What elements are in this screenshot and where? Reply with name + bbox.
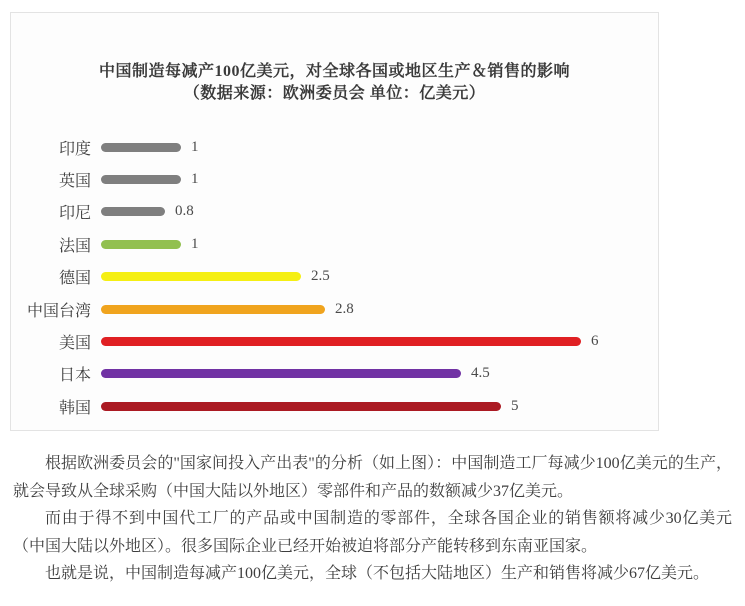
bar — [101, 175, 181, 184]
category-label: 德国 — [58, 270, 91, 288]
bar — [101, 240, 181, 249]
bar — [101, 143, 181, 152]
chart-row — [11, 228, 658, 260]
chart-row — [11, 358, 658, 390]
value-label: 1 — [191, 171, 199, 188]
paragraph-1: 根据欧洲委员会的"国家间投入产出表"的分析（如上图）：中国制造工厂每减少100亿美元的生产，就会导致从全球采购（中国大陆以外地区）零部件和产品的数额减少37亿美元。 — [13, 455, 732, 500]
value-label: 4.5 — [471, 365, 490, 382]
bar — [101, 305, 325, 314]
value-label: 2.8 — [335, 300, 354, 317]
value-label: 5 — [511, 397, 519, 414]
chart-title-line1: 中国制造每减产100亿美元，对全球各国或地区生产＆销售的影响 — [98, 63, 570, 80]
paragraph-3: 也就是说，中国制造每减产100亿美元，全球（不包括大陆地区）生产和销售将减少67亿美元。 — [45, 565, 710, 582]
category-label: 美国 — [58, 335, 91, 353]
chart-row — [11, 131, 658, 163]
category-label: 印尼 — [58, 205, 91, 223]
value-label: 0.8 — [175, 203, 194, 220]
chart-row — [11, 163, 658, 195]
bar — [101, 272, 301, 281]
article-text — [0, 450, 745, 588]
paragraph-2: 而由于得不到中国代工厂的产品或中国制造的零部件，全球各国企业的销售额将减少30亿美元（中国大陆以外地区）。很多国际企业已经开始被迫将部分产能转移到东南亚国家。 — [13, 510, 732, 555]
chart-panel — [10, 12, 659, 431]
chart-row — [11, 261, 658, 293]
value-label: 2.5 — [311, 268, 330, 285]
category-label: 法国 — [58, 237, 91, 255]
chart-row — [11, 293, 658, 325]
bar — [101, 369, 461, 378]
bar — [101, 337, 581, 346]
bar — [101, 402, 501, 411]
category-label: 韩国 — [58, 399, 91, 417]
category-label: 中国台湾 — [26, 302, 91, 320]
category-label: 日本 — [58, 367, 91, 385]
category-label: 印度 — [58, 140, 91, 158]
value-label: 6 — [591, 333, 599, 350]
bar — [101, 207, 165, 216]
chart-rows — [11, 131, 658, 423]
chart-row — [11, 325, 658, 357]
chart-title-line2: （数据来源：欧洲委员会 单位：亿美元） — [183, 85, 486, 102]
value-label: 1 — [191, 235, 199, 252]
value-label: 1 — [191, 138, 199, 155]
chart-row — [11, 196, 658, 228]
chart-title — [11, 13, 658, 105]
chart-row — [11, 390, 658, 422]
category-label: 英国 — [58, 173, 91, 191]
